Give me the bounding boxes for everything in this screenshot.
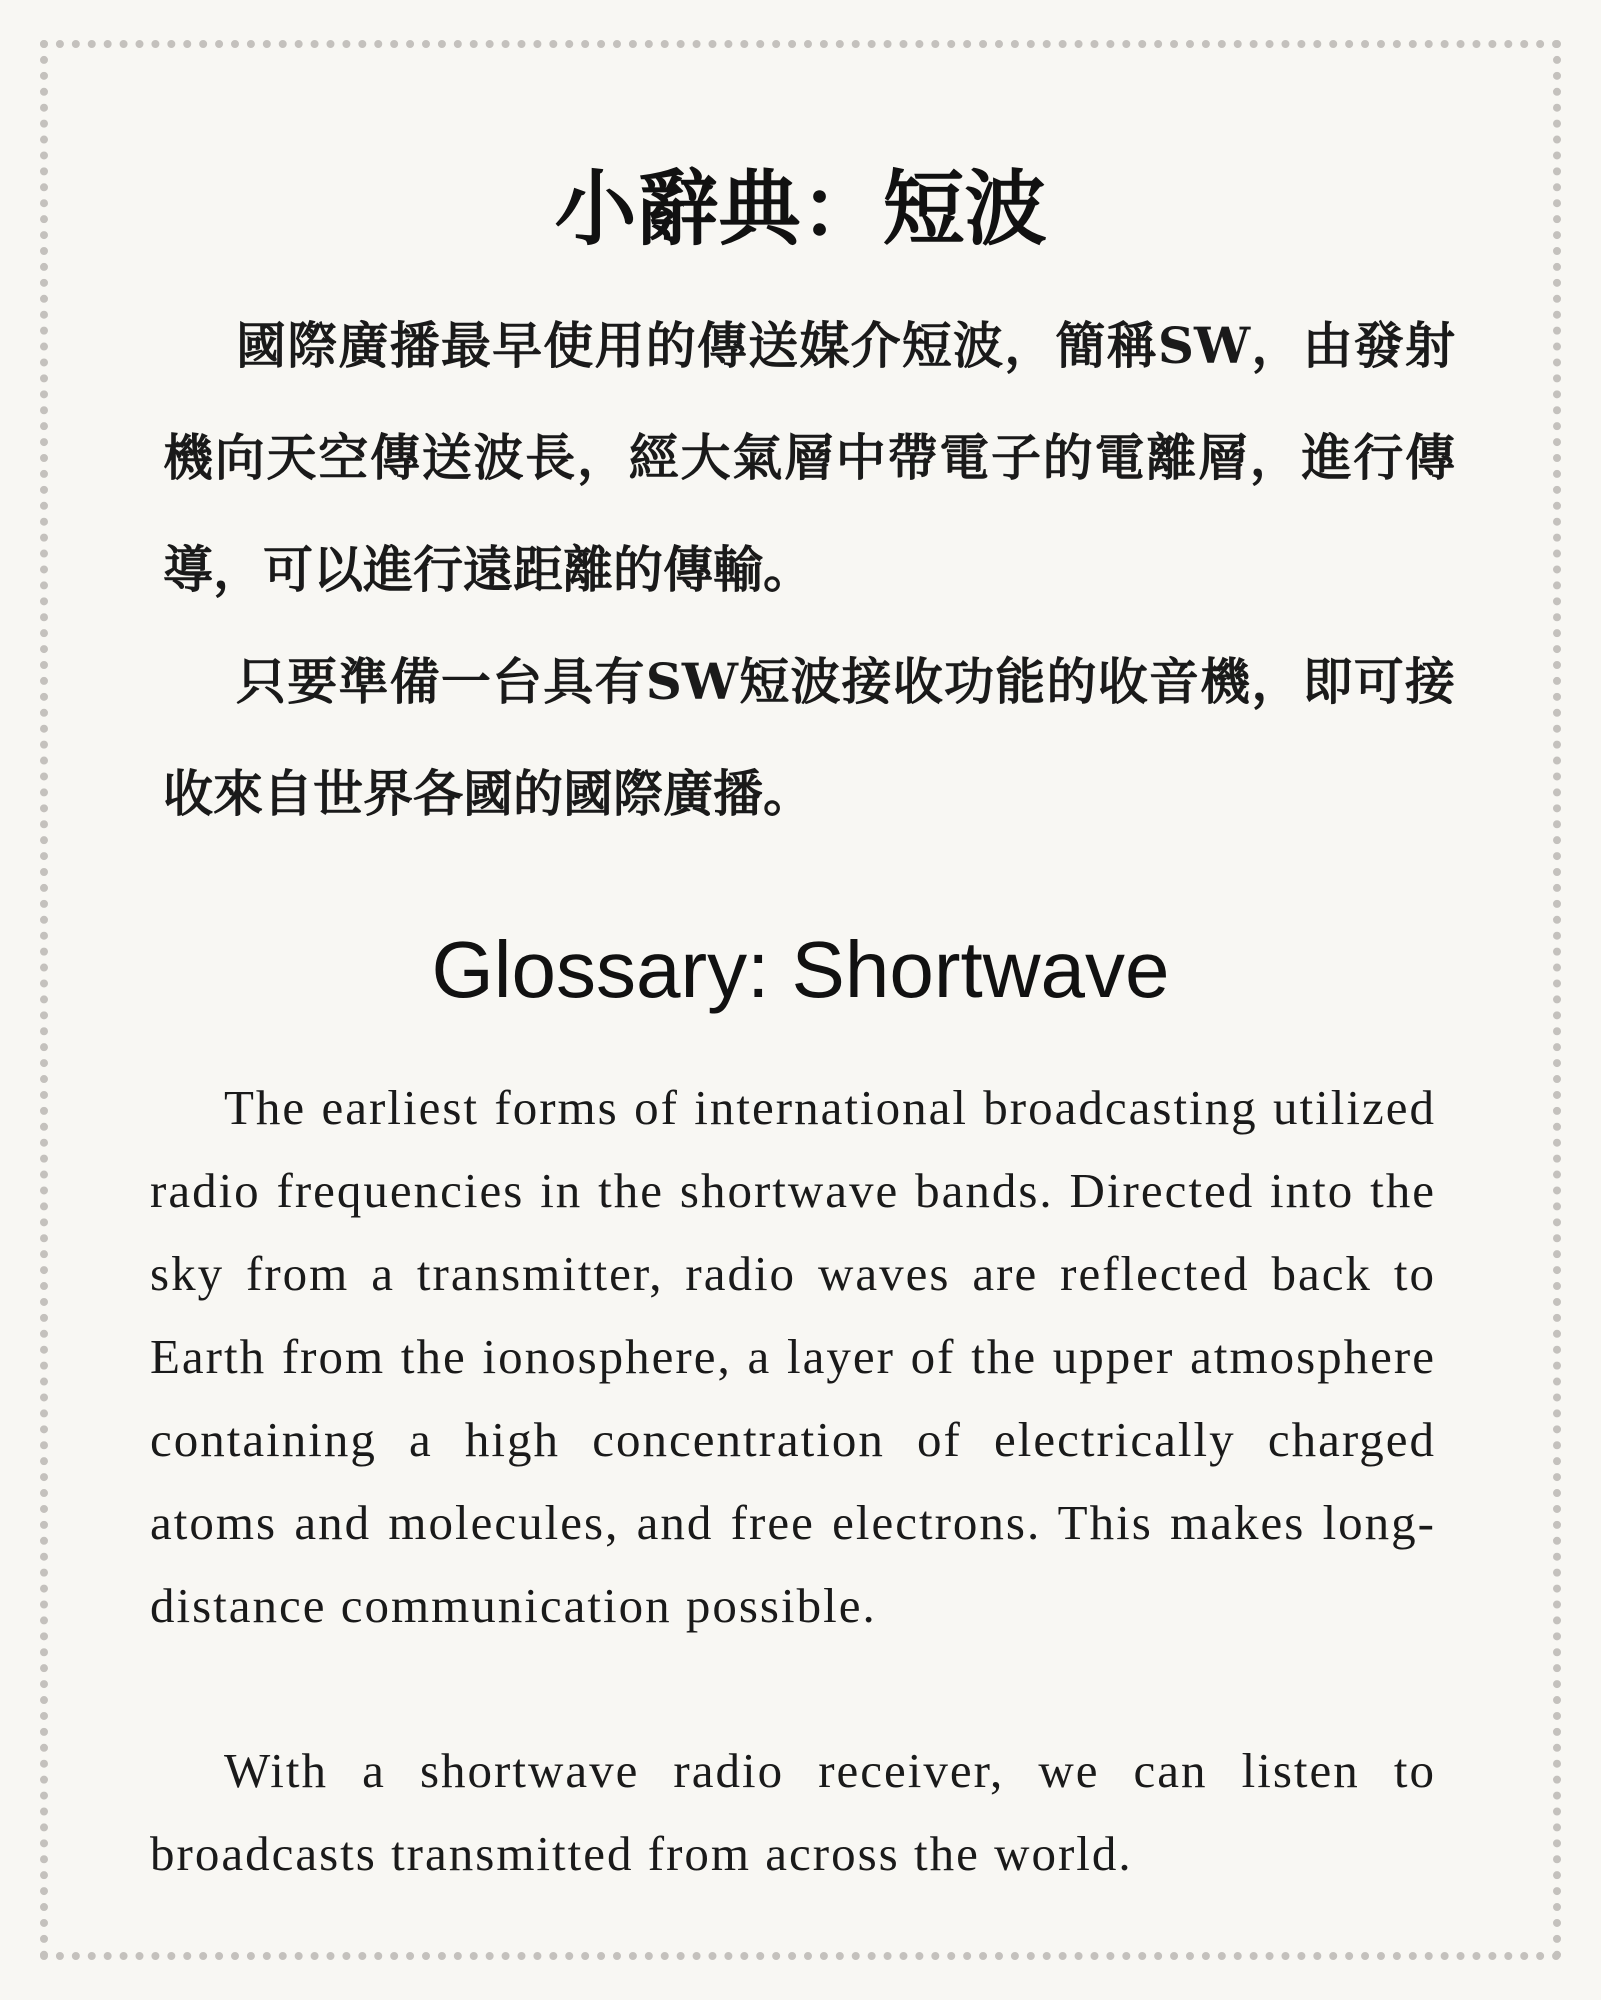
chinese-paragraph-1 [163,290,1455,626]
chinese-title: 小辭典：短波 [554,162,1047,257]
english-paragraph-2: With a shortwave radio receiver, we can listen to broadcasts transmitted from across the world. [150,1743,1436,1881]
english-title: Glossary: Shortwave [431,925,1170,1014]
english-paragraph-1: The earliest forms of international broadcasting utilized radio frequencies in the shortwave bands. Directed into the sky from a transmitter, radio waves are reflected back to Earth from the ionosphere, a layer of the upper atmosphere containing a high concentration of electrically charged atoms and molecules, and free electrons. This makes long-distance communication possible. [150,1080,1436,1633]
chinese-paragraph-1-text: 國際廣播最早使用的傳送媒介短波，簡稱SW，由發射機向天空傳送波長，經大氣層中帶電子的電離層，進行傳導，可以進行遠距離的傳輸。 [163,316,1455,599]
chinese-paragraph-2 [163,626,1455,850]
chinese-paragraph-2-text: 只要準備一台具有SW短波接收功能的收音機，即可接收來自世界各國的國際廣播。 [163,652,1455,823]
